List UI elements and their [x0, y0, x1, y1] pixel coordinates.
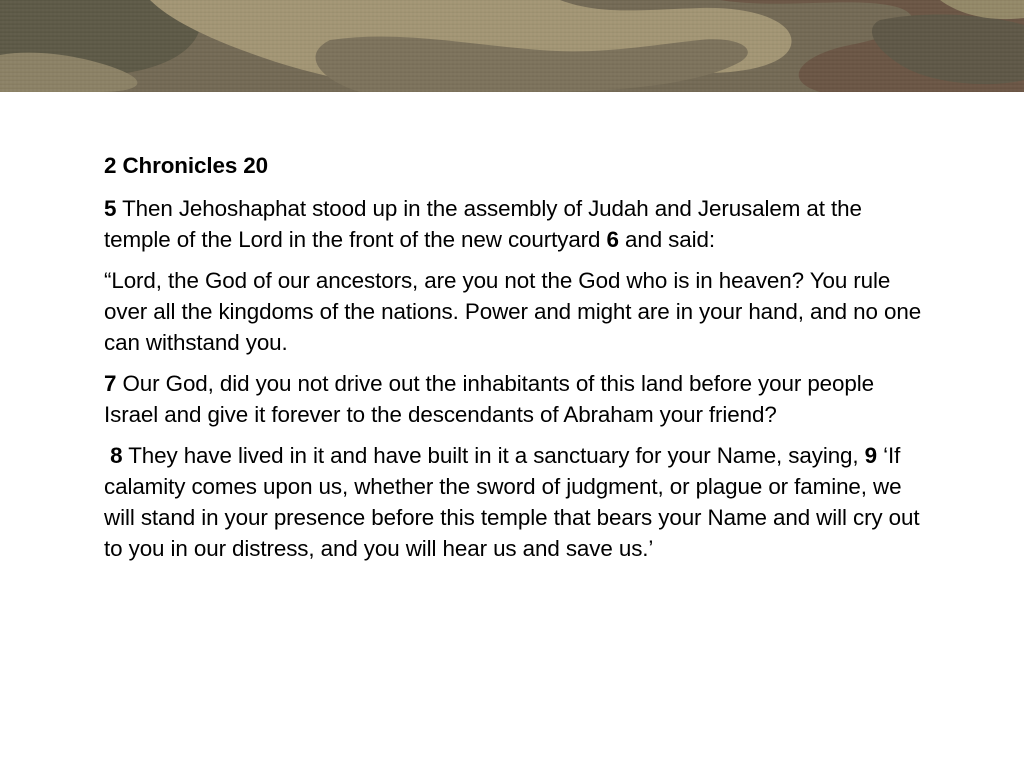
verse-text: Then Jehoshaphat stood up in the assembly of Judah and Jerusalem at the temple of the Lord in the front of the new courtyard	[104, 196, 862, 252]
paragraph-verse-8-9	[104, 440, 934, 564]
scripture-text	[104, 150, 934, 574]
verse-text: They have lived in it and have built in it a sanctuary for your Name, saying,	[122, 443, 865, 468]
camouflage-banner	[0, 0, 1024, 92]
verse-number: 6	[606, 227, 619, 252]
passage-title: 2 Chronicles 20	[104, 153, 269, 178]
paragraph-verse-7	[104, 368, 934, 430]
verse-number: 9	[864, 443, 878, 468]
verse-number: 7	[104, 371, 117, 396]
verse-text: Our God, did you not drive out the inhabitants of this land before your people Israel and give it forever to the descendants of Abraham your friend?	[104, 371, 874, 427]
verse-text: ‘If calamity comes upon us, whether the sword of judgment, or plague or famine, we will stand in your presence before this temple that bears your Name and will cry out to you in our distress, and you will hear us and save us.’	[104, 443, 920, 561]
verse-number: 8	[110, 443, 123, 468]
camouflage-pattern	[0, 0, 1024, 92]
verse-text: “Lord, the God of our ancestors, are you not the God who is in heaven? You rule over all the kingdoms of the nations. Power and might are in your hand, and no one can withstand you.	[104, 268, 922, 355]
paragraph-verse-5-6	[104, 193, 934, 255]
verse-text: and said:	[618, 227, 715, 252]
verse-number: 5	[104, 196, 117, 221]
paragraph-verse-6-prayer	[104, 265, 934, 358]
